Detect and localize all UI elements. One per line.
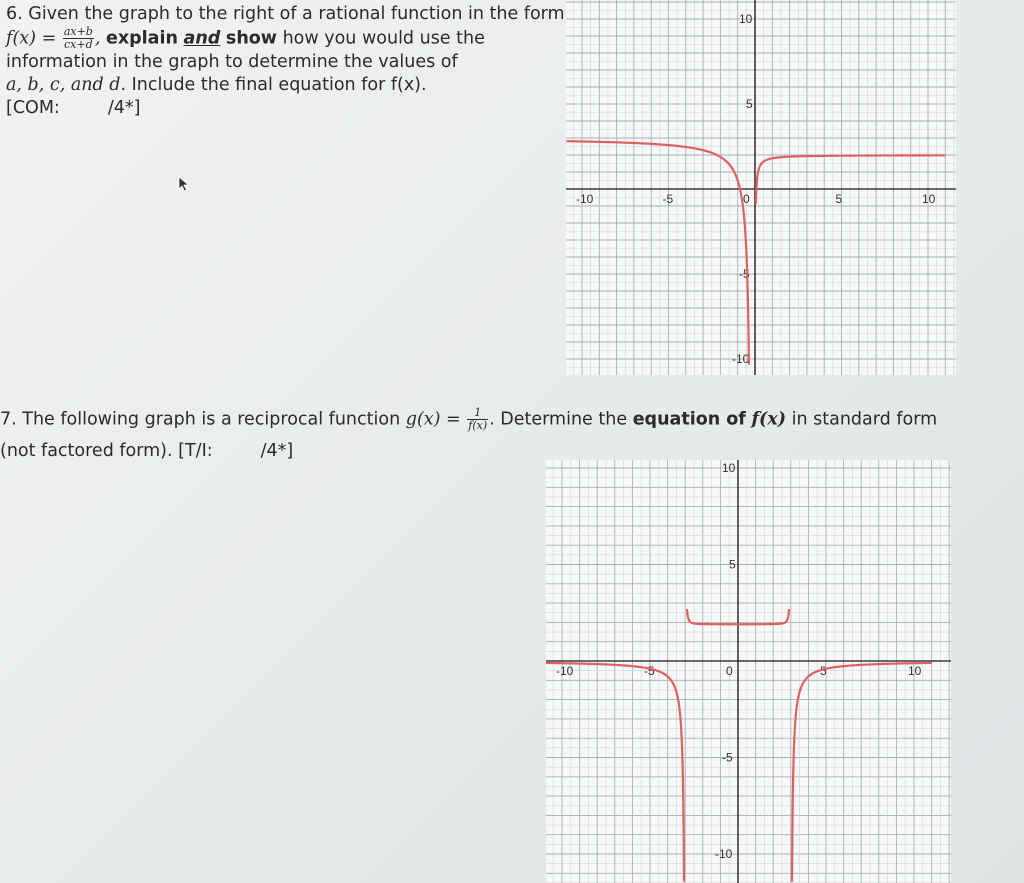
q7-equation-of: equation of (632, 409, 746, 430)
q6-line-1: 6. Given the graph to the right of a rational function in the form (6, 4, 565, 24)
q6-score: /4*] (107, 98, 141, 118)
q6-line-5 (6, 97, 566, 120)
graph-1 (566, 0, 956, 375)
graph-2-background (546, 460, 951, 883)
q6-and: and (183, 28, 221, 49)
q7-frac-den: f(x) (468, 419, 488, 432)
y-tick-label: -10 (715, 847, 733, 861)
q7-determine: Determine the (500, 409, 628, 430)
q6-frac-num: ax+b (63, 25, 93, 38)
q6-fx-lhs: f(x) = (6, 28, 57, 49)
x-tick-label: 0 (726, 664, 733, 678)
y-tick-label: -5 (739, 267, 750, 281)
q7-line-1-tail: in standard form (791, 409, 938, 430)
q6-fraction (63, 26, 94, 51)
graph-2 (546, 460, 951, 883)
q7-period: . (489, 409, 495, 430)
q6-variables: a, b, c, and d (6, 75, 121, 95)
graph-1-background (566, 0, 956, 375)
x-tick-label: 0 (743, 192, 750, 206)
q6-explain: explain (106, 28, 178, 49)
q7-fx: f(x) (751, 409, 787, 430)
y-tick-label: -10 (732, 352, 750, 366)
x-tick-label: 10 (922, 192, 936, 206)
x-tick-label: -5 (662, 192, 674, 206)
x-tick-label: -5 (644, 664, 655, 678)
y-tick-label: 5 (746, 97, 753, 111)
y-tick-label: 10 (739, 12, 753, 26)
y-tick-label: 5 (729, 557, 736, 572)
q7-line-1-start: 7. The following graph is a reciprocal function (0, 409, 401, 430)
question-7 (0, 407, 1000, 463)
x-tick-label: 10 (908, 664, 922, 678)
x-tick-label: -10 (556, 664, 574, 678)
mouse-pointer-icon (178, 176, 190, 196)
x-tick-label: 5 (820, 664, 827, 678)
q6-show: show (225, 28, 277, 49)
q6-line-4 (6, 74, 566, 97)
q6-line-3: information in the graph to determine the values of (6, 52, 458, 72)
q7-score: /4*] (260, 441, 294, 461)
q6-line-4-tail: . Include the final equation for f(x). (120, 75, 427, 95)
q6-line-2 (6, 26, 566, 51)
q7-line-1 (0, 407, 1000, 432)
x-tick-label: 5 (835, 192, 843, 206)
q6-frac-den: cx+d (64, 38, 93, 51)
x-tick-label: -10 (576, 192, 594, 206)
question-6 (6, 3, 566, 120)
y-tick-label: 10 (722, 461, 736, 475)
q7-frac-num: 1 (467, 407, 488, 420)
q7-line-2-text: (not factored form). (0, 441, 173, 461)
q7-gx: g(x) = (405, 409, 461, 430)
q7-fraction (467, 407, 488, 432)
q6-com-label: [COM: (6, 98, 60, 118)
y-tick-label: -5 (722, 750, 733, 765)
q6-frac-tail: , (94, 28, 101, 49)
q7-ti-label: [T/I: (178, 441, 213, 461)
q6-line-2-tail: how you would use the (282, 28, 485, 49)
